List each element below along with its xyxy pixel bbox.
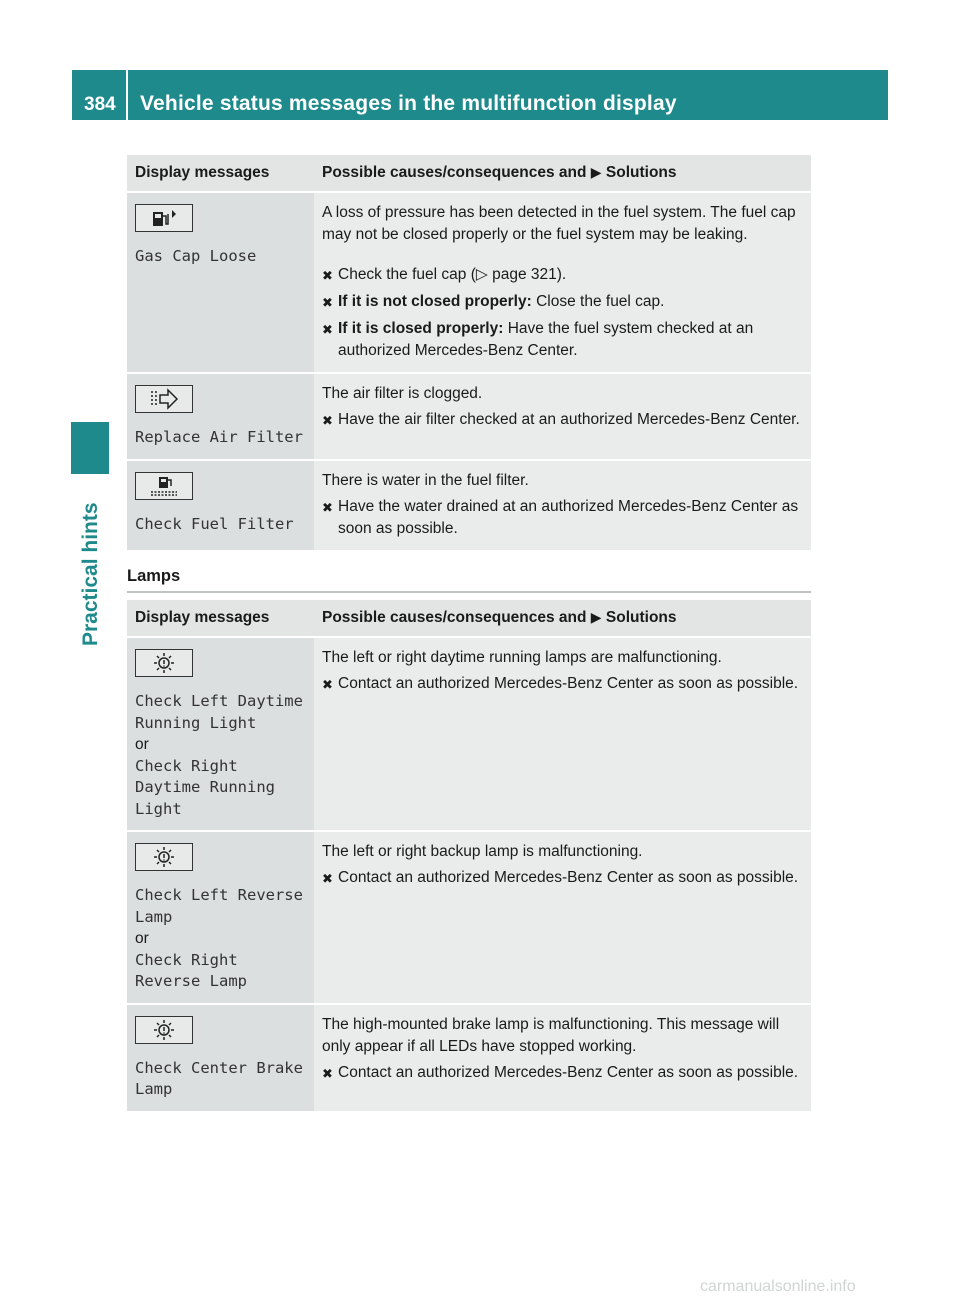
chapter-tab bbox=[71, 422, 109, 474]
table-header-row bbox=[127, 600, 811, 637]
page-number: 384 bbox=[72, 70, 126, 120]
section-title: Lamps bbox=[127, 567, 181, 585]
col-header-solutions: Possible causes/consequences and ▶ Solutions bbox=[314, 600, 811, 637]
list-item: ✖ If it is not closed properly: Close the fuel cap. bbox=[322, 291, 803, 314]
bulb-fault-icon bbox=[135, 843, 193, 871]
or-label: or bbox=[135, 736, 149, 753]
action-arrow-icon: ✖ bbox=[322, 677, 333, 692]
or-label: or bbox=[135, 930, 149, 947]
cause-text: There is water in the fuel filter. bbox=[322, 472, 529, 489]
status-message-table-fuel bbox=[127, 155, 811, 550]
cause-text: The high-mounted brake lamp is malfunctioning. This message will only appear if all LEDs have stopped working. bbox=[322, 1015, 780, 1055]
action-arrow-icon: ✖ bbox=[322, 871, 333, 886]
fuel-filter-water-icon bbox=[135, 472, 193, 500]
table-row bbox=[127, 831, 811, 1004]
col-header-display-messages: Display messages bbox=[127, 600, 314, 637]
list-item: ✖ Contact an authorized Mercedes-Benz Center as soon as possible. bbox=[322, 673, 803, 696]
list-item: ✖ If it is closed properly: Have the fuel system checked at an authorized Mercedes-Benz Center. bbox=[322, 318, 803, 362]
action-arrow-icon: ✖ bbox=[322, 268, 333, 283]
fuel-pump-arrow-icon bbox=[135, 204, 193, 232]
display-message: Check Center Brake Lamp bbox=[135, 1058, 303, 1098]
air-filter-icon bbox=[135, 385, 193, 413]
action-arrow-icon: ✖ bbox=[322, 322, 333, 337]
page-title: Vehicle status messages in the multifunction display bbox=[128, 70, 888, 120]
display-message: Check Right Reverse Lamp bbox=[135, 950, 247, 990]
cause-text: A loss of pressure has been detected in the fuel system. The fuel cap may not be closed properly or the fuel system may be leaking. bbox=[322, 204, 796, 243]
cause-text: The left or right backup lamp is malfunctioning. bbox=[322, 843, 643, 860]
display-message: Check Right Daytime Running Light bbox=[135, 756, 275, 818]
table-row bbox=[127, 460, 811, 550]
list-item: ✖ Contact an authorized Mercedes-Benz Center as soon as possible. bbox=[322, 867, 803, 890]
status-message-table-lamps bbox=[127, 600, 811, 1111]
display-message: Gas Cap Loose bbox=[135, 247, 257, 265]
list-item: ✖ Have the air filter checked at an authorized Mercedes-Benz Center. bbox=[322, 409, 803, 432]
display-message: Check Left Reverse Lamp bbox=[135, 886, 303, 926]
action-arrow-icon: ✖ bbox=[322, 500, 333, 515]
list-item: ✖ Contact an authorized Mercedes-Benz Center as soon as possible. bbox=[322, 1062, 803, 1085]
cause-text: The air filter is clogged. bbox=[322, 385, 483, 402]
cause-text: The left or right daytime running lamps are malfunctioning. bbox=[322, 649, 722, 666]
col-header-display-messages: Display messages bbox=[127, 155, 314, 192]
action-arrow-icon: ✖ bbox=[322, 295, 333, 310]
watermark: carmanualsonline.info bbox=[700, 1278, 856, 1295]
table-row bbox=[127, 637, 811, 831]
col-header-solutions: Possible causes/consequences and ▶ Solutions bbox=[314, 155, 811, 192]
bulb-fault-icon bbox=[135, 1016, 193, 1044]
table-row bbox=[127, 192, 811, 373]
action-arrow-icon: ✖ bbox=[322, 413, 333, 428]
action-arrow-icon: ✖ bbox=[322, 1065, 333, 1081]
display-message: Check Fuel Filter bbox=[135, 515, 294, 533]
list-item: ✖ Have the water drained at an authorized Mercedes-Benz Center as soon as possible. bbox=[322, 496, 803, 540]
list-item: ✖ Check the fuel cap (▷ page 321). bbox=[322, 264, 803, 287]
display-message: Check Left Daytime Running Light bbox=[135, 692, 303, 732]
table-header-row bbox=[127, 155, 811, 192]
play-arrow-icon: ▶ bbox=[590, 609, 602, 625]
play-arrow-icon: ▶ bbox=[590, 164, 602, 180]
bulb-fault-icon bbox=[135, 649, 193, 677]
chapter-label: Practical hints bbox=[79, 502, 102, 646]
table-row bbox=[127, 1004, 811, 1111]
section-divider bbox=[127, 591, 811, 593]
table-row bbox=[127, 373, 811, 460]
display-message: Replace Air Filter bbox=[135, 428, 303, 446]
